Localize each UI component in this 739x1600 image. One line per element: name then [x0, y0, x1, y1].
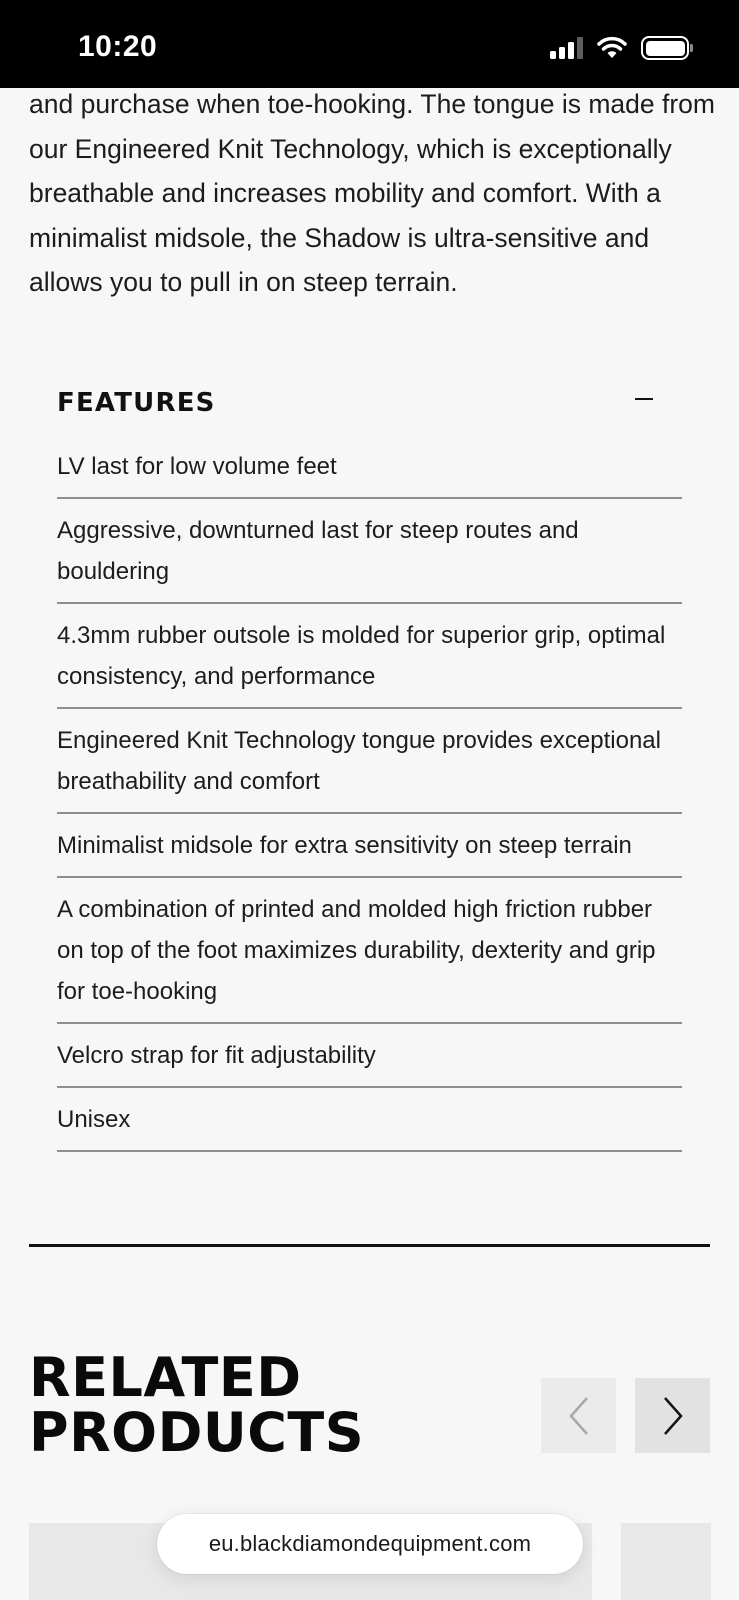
status-icons: [550, 36, 689, 60]
features-heading[interactable]: FEATURES: [57, 388, 216, 418]
product-description: and purchase when toe-hooking. The tongue is made from our Engineered Knit Technology, which is exceptionally breathable and increases mobility and comfort. With a minimalist midsole, the Shadow is ultra-sensitive and allows you to pull in on steep terrain.: [29, 89, 715, 297]
chevron-right-icon: [661, 1396, 685, 1436]
feature-item: Velcro strap for fit adjustability: [57, 1033, 682, 1088]
wifi-icon: [597, 36, 627, 60]
features-collapse-button[interactable]: [632, 384, 656, 414]
feature-item: Minimalist midsole for extra sensitivity on steep terrain: [57, 823, 682, 878]
browser-url-bar[interactable]: eu.blackdiamondequipment.com: [157, 1514, 583, 1574]
related-title-line2: PRODUCTS: [29, 1401, 365, 1464]
features-list: [57, 444, 682, 1161]
status-bar: [0, 0, 739, 88]
cellular-signal-icon: [550, 37, 583, 59]
related-title-line1: RELATED: [29, 1346, 302, 1409]
section-divider: [29, 1244, 710, 1247]
feature-item: Aggressive, downturned last for steep routes and bouldering: [57, 508, 682, 604]
carousel-next-button[interactable]: [635, 1378, 710, 1453]
product-card[interactable]: [621, 1523, 711, 1600]
feature-item: Unisex: [57, 1097, 682, 1152]
carousel-prev-button[interactable]: [541, 1378, 616, 1453]
battery-icon: [641, 36, 689, 60]
page-content: [0, 88, 739, 1600]
feature-item: LV last for low volume feet: [57, 444, 682, 499]
feature-item: A combination of printed and molded high friction rubber on top of the foot maximizes durability, dexterity and grip for toe-hooking: [57, 887, 682, 1024]
related-products-heading: [29, 1346, 365, 1464]
minus-icon: [635, 398, 653, 401]
chevron-left-icon: [567, 1396, 591, 1436]
feature-item: Engineered Knit Technology tongue provides exceptional breathability and comfort: [57, 718, 682, 814]
feature-item: 4.3mm rubber outsole is molded for superior grip, optimal consistency, and performance: [57, 613, 682, 709]
status-time: 10:20: [78, 30, 158, 63]
